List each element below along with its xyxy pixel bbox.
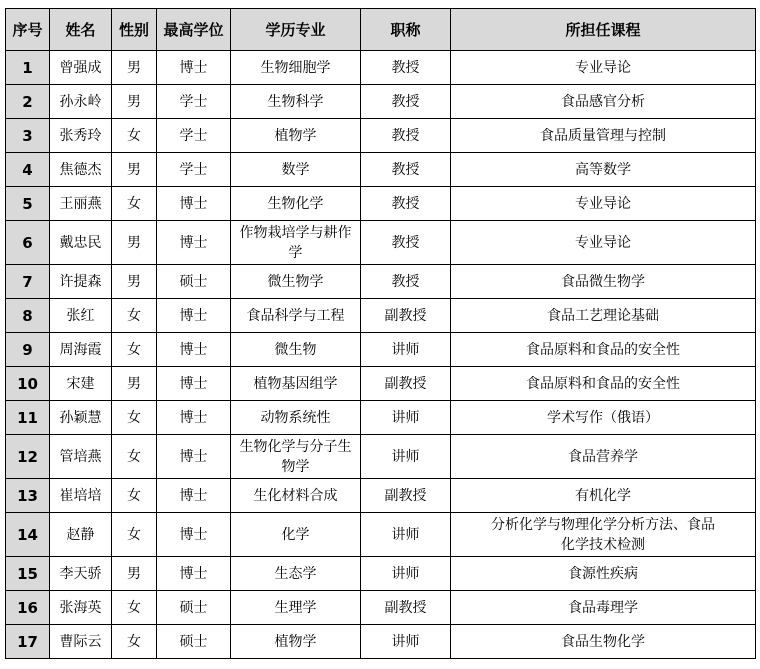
table-body: [6, 51, 756, 659]
cell-degree-text: 博士: [179, 307, 208, 324]
cell-title-text: 讲师: [391, 448, 420, 465]
table-row: [6, 119, 756, 153]
table-row: [6, 187, 756, 221]
cell-name: [50, 435, 112, 479]
cell-title-text: 副教授: [384, 599, 427, 616]
table-row: [6, 221, 756, 265]
cell-gender: [112, 435, 157, 479]
header-gender: 性别: [112, 9, 157, 51]
cell-name: [50, 625, 112, 659]
cell-degree: [157, 187, 231, 221]
cell-name-text: 周海霞: [59, 341, 102, 358]
cell-course: [451, 299, 756, 333]
cell-gender: [112, 265, 157, 299]
cell-title: [361, 333, 451, 367]
cell-name-text: 许提森: [59, 273, 102, 290]
cell-name: [50, 265, 112, 299]
cell-no: [6, 479, 50, 513]
staff-table: [5, 8, 756, 659]
cell-major: [231, 187, 361, 221]
cell-gender-text: 女: [127, 448, 141, 465]
cell-major-text: 作物栽培学与耕作学: [239, 224, 352, 261]
cell-no-text: 7: [22, 272, 33, 291]
cell-title: [361, 435, 451, 479]
header-title: 职称: [361, 9, 451, 51]
cell-degree-text: 博士: [179, 341, 208, 358]
cell-major: [231, 85, 361, 119]
cell-title-text: 讲师: [391, 633, 420, 650]
cell-no: [6, 221, 50, 265]
cell-no-text: 1: [22, 58, 33, 77]
cell-course-text: 食品营养学: [568, 448, 638, 465]
cell-course: [451, 265, 756, 299]
table-row: [6, 333, 756, 367]
cell-major-text: 生物科学: [267, 93, 324, 110]
cell-degree-text: 博士: [179, 487, 208, 504]
cell-title: [361, 187, 451, 221]
cell-title-text: 副教授: [384, 307, 427, 324]
cell-name: [50, 557, 112, 591]
header-row: [6, 9, 756, 51]
cell-course: [451, 479, 756, 513]
cell-name-text: 曹际云: [59, 633, 102, 650]
cell-title: [361, 591, 451, 625]
cell-no: [6, 265, 50, 299]
cell-gender: [112, 85, 157, 119]
cell-course-text: 分析化学与物理化学分析方法、食品化学技术检测: [491, 516, 715, 553]
cell-title-text: 教授: [391, 161, 420, 178]
cell-name: [50, 401, 112, 435]
cell-course: [451, 119, 756, 153]
cell-degree: [157, 119, 231, 153]
cell-course-text: 食源性疾病: [568, 565, 638, 582]
cell-name: [50, 513, 112, 557]
cell-gender-text: 女: [127, 127, 141, 144]
cell-no-text: 12: [17, 447, 38, 466]
cell-major: [231, 401, 361, 435]
cell-major-text: 动物系统性: [260, 409, 331, 426]
cell-no-text: 9: [22, 340, 33, 359]
cell-gender-text: 女: [127, 599, 141, 616]
cell-gender: [112, 591, 157, 625]
cell-degree: [157, 299, 231, 333]
cell-title-text: 教授: [391, 93, 420, 110]
cell-title: [361, 51, 451, 85]
cell-gender-text: 男: [127, 375, 141, 392]
cell-no-text: 17: [17, 632, 38, 651]
cell-gender: [112, 221, 157, 265]
cell-name: [50, 153, 112, 187]
cell-major-text: 微生物学: [267, 273, 324, 290]
cell-no-text: 3: [22, 126, 33, 145]
cell-major: [231, 51, 361, 85]
cell-gender-text: 男: [127, 59, 141, 76]
cell-name-text: 孙永岭: [59, 93, 102, 110]
cell-course-text: 学术写作（俄语）: [547, 409, 659, 426]
header-degree: 最高学位: [157, 9, 231, 51]
cell-degree-text: 博士: [179, 195, 208, 212]
cell-major: [231, 479, 361, 513]
cell-gender-text: 男: [127, 93, 141, 110]
cell-degree-text: 博士: [179, 375, 208, 392]
cell-title-text: 教授: [391, 59, 420, 76]
cell-title-text: 讲师: [391, 565, 420, 582]
cell-course-text: 专业导论: [575, 234, 631, 251]
cell-course: [451, 187, 756, 221]
table-row: [6, 513, 756, 557]
cell-no-text: 16: [17, 598, 38, 617]
cell-no: [6, 401, 50, 435]
table-header: [6, 9, 756, 51]
cell-gender-text: 女: [127, 633, 141, 650]
cell-degree: [157, 153, 231, 187]
cell-title-text: 教授: [391, 273, 420, 290]
cell-major: [231, 299, 361, 333]
cell-gender: [112, 625, 157, 659]
cell-name-text: 张海英: [59, 599, 102, 616]
cell-gender-text: 女: [127, 526, 141, 543]
cell-title: [361, 625, 451, 659]
cell-degree: [157, 513, 231, 557]
cell-major: [231, 119, 361, 153]
cell-major: [231, 221, 361, 265]
cell-course-text: 食品毒理学: [568, 599, 638, 616]
cell-degree-text: 博士: [179, 448, 208, 465]
cell-course: [451, 153, 756, 187]
cell-major-text: 生物化学: [267, 195, 324, 212]
cell-gender-text: 女: [127, 195, 141, 212]
cell-name-text: 王丽燕: [59, 195, 102, 212]
cell-name-text: 赵静: [66, 526, 95, 543]
cell-course-text: 专业导论: [575, 59, 631, 76]
cell-course-text: 食品原料和食品的安全性: [526, 375, 680, 392]
cell-name-text: 戴忠民: [59, 234, 102, 251]
cell-gender: [112, 513, 157, 557]
cell-gender: [112, 401, 157, 435]
cell-title: [361, 265, 451, 299]
cell-major-text: 生化材料合成: [253, 487, 338, 504]
cell-title-text: 教授: [391, 127, 420, 144]
cell-major-text: 数学: [281, 161, 310, 178]
cell-gender: [112, 299, 157, 333]
cell-major-text: 植物学: [274, 633, 317, 650]
cell-no-text: 2: [22, 92, 33, 111]
header-major: 学历专业: [231, 9, 361, 51]
cell-title: [361, 367, 451, 401]
cell-degree: [157, 557, 231, 591]
cell-major-text: 植物基因组学: [253, 375, 338, 392]
cell-no-text: 11: [17, 408, 38, 427]
cell-course-text: 高等数学: [575, 161, 631, 178]
cell-course-text: 食品质量管理与控制: [540, 127, 666, 144]
cell-gender: [112, 119, 157, 153]
cell-major: [231, 333, 361, 367]
cell-gender: [112, 333, 157, 367]
cell-no: [6, 51, 50, 85]
cell-title-text: 讲师: [391, 409, 420, 426]
cell-no: [6, 187, 50, 221]
cell-degree: [157, 221, 231, 265]
cell-gender: [112, 479, 157, 513]
cell-degree: [157, 479, 231, 513]
cell-title-text: 副教授: [384, 487, 427, 504]
cell-major-text: 食品科学与工程: [246, 307, 345, 324]
cell-name: [50, 221, 112, 265]
cell-title: [361, 401, 451, 435]
cell-course: [451, 333, 756, 367]
cell-name: [50, 85, 112, 119]
cell-name-text: 宋建: [66, 375, 95, 392]
cell-name: [50, 367, 112, 401]
cell-course: [451, 625, 756, 659]
table-row: [6, 591, 756, 625]
cell-major: [231, 265, 361, 299]
cell-major-text: 微生物: [274, 341, 317, 358]
cell-title: [361, 299, 451, 333]
cell-course: [451, 557, 756, 591]
cell-course: [451, 221, 756, 265]
cell-degree-text: 硕士: [179, 599, 208, 616]
cell-title: [361, 85, 451, 119]
cell-no: [6, 85, 50, 119]
table-row: [6, 435, 756, 479]
cell-no: [6, 367, 50, 401]
header-no: 序号: [6, 9, 50, 51]
cell-major: [231, 625, 361, 659]
cell-title-text: 副教授: [384, 375, 427, 392]
cell-no: [6, 591, 50, 625]
cell-no: [6, 625, 50, 659]
cell-degree: [157, 265, 231, 299]
cell-no: [6, 435, 50, 479]
cell-degree-text: 博士: [179, 409, 208, 426]
table-row: [6, 557, 756, 591]
cell-name-text: 曾强成: [59, 59, 102, 76]
cell-degree: [157, 51, 231, 85]
cell-course-text: 食品感官分析: [561, 93, 645, 110]
cell-title-text: 教授: [391, 195, 420, 212]
cell-degree-text: 博士: [179, 565, 208, 582]
cell-no-text: 13: [17, 486, 38, 505]
cell-course-text: 专业导论: [575, 195, 631, 212]
cell-course-text: 有机化学: [575, 487, 631, 504]
cell-gender: [112, 51, 157, 85]
table-row: [6, 625, 756, 659]
cell-name: [50, 479, 112, 513]
cell-degree: [157, 625, 231, 659]
cell-no-text: 6: [22, 233, 33, 252]
cell-name-text: 焦德杰: [59, 161, 102, 178]
cell-no-text: 8: [22, 306, 33, 325]
cell-name: [50, 51, 112, 85]
cell-course-text: 食品工艺理论基础: [547, 307, 659, 324]
cell-major: [231, 153, 361, 187]
cell-degree: [157, 401, 231, 435]
cell-degree-text: 学士: [179, 93, 208, 110]
cell-gender-text: 女: [127, 409, 141, 426]
cell-no-text: 4: [22, 160, 33, 179]
cell-title: [361, 221, 451, 265]
cell-degree-text: 学士: [179, 161, 208, 178]
cell-title-text: 讲师: [391, 341, 420, 358]
cell-degree: [157, 435, 231, 479]
cell-gender-text: 男: [127, 161, 141, 178]
cell-title: [361, 479, 451, 513]
table-row: [6, 153, 756, 187]
cell-major-text: 生理学: [274, 599, 317, 616]
header-course: 所担任课程: [451, 9, 756, 51]
cell-degree-text: 硕士: [179, 273, 208, 290]
cell-name-text: 管培燕: [59, 448, 102, 465]
cell-no: [6, 513, 50, 557]
cell-gender-text: 女: [127, 487, 141, 504]
cell-major-text: 化学: [281, 526, 310, 543]
cell-degree: [157, 85, 231, 119]
cell-name-text: 张红: [66, 307, 95, 324]
table-row: [6, 85, 756, 119]
cell-degree: [157, 333, 231, 367]
cell-degree-text: 硕士: [179, 633, 208, 650]
cell-title: [361, 513, 451, 557]
cell-degree: [157, 591, 231, 625]
cell-gender: [112, 187, 157, 221]
cell-name: [50, 119, 112, 153]
table-row: [6, 299, 756, 333]
cell-no-text: 15: [17, 564, 38, 583]
cell-name-text: 李天骄: [59, 565, 102, 582]
cell-no-text: 10: [17, 374, 38, 393]
cell-course-text: 食品原料和食品的安全性: [526, 341, 680, 358]
cell-major: [231, 367, 361, 401]
cell-gender-text: 男: [127, 273, 141, 290]
cell-major-text: 生态学: [274, 565, 317, 582]
cell-gender-text: 男: [127, 234, 141, 251]
cell-course: [451, 401, 756, 435]
cell-gender: [112, 557, 157, 591]
cell-title-text: 教授: [391, 234, 420, 251]
cell-major: [231, 435, 361, 479]
cell-gender: [112, 153, 157, 187]
cell-no-text: 14: [17, 525, 38, 544]
cell-major: [231, 591, 361, 625]
table-row: [6, 51, 756, 85]
cell-gender-text: 男: [127, 565, 141, 582]
cell-no: [6, 557, 50, 591]
cell-no: [6, 153, 50, 187]
cell-degree-text: 博士: [179, 59, 208, 76]
cell-course: [451, 85, 756, 119]
table-row: [6, 265, 756, 299]
cell-name: [50, 187, 112, 221]
cell-no: [6, 119, 50, 153]
cell-gender-text: 女: [127, 307, 141, 324]
cell-degree-text: 博士: [179, 526, 208, 543]
cell-course: [451, 513, 756, 557]
header-name: 姓名: [50, 9, 112, 51]
cell-degree-text: 博士: [179, 234, 208, 251]
cell-course: [451, 367, 756, 401]
cell-degree-text: 学士: [179, 127, 208, 144]
cell-title: [361, 119, 451, 153]
cell-course-text: 食品生物化学: [561, 633, 645, 650]
cell-course: [451, 51, 756, 85]
cell-gender-text: 女: [127, 341, 141, 358]
cell-name-text: 崔培培: [59, 487, 102, 504]
cell-major-text: 生物细胞学: [260, 59, 331, 76]
cell-title: [361, 557, 451, 591]
cell-title-text: 讲师: [391, 526, 420, 543]
cell-major: [231, 557, 361, 591]
cell-major-text: 生物化学与分子生物学: [239, 438, 352, 475]
cell-no: [6, 333, 50, 367]
table-row: [6, 401, 756, 435]
cell-no: [6, 299, 50, 333]
cell-name-text: 张秀玲: [59, 127, 102, 144]
cell-course: [451, 435, 756, 479]
cell-degree: [157, 367, 231, 401]
cell-gender: [112, 367, 157, 401]
cell-name-text: 孙颖慧: [59, 409, 102, 426]
cell-major: [231, 513, 361, 557]
cell-course: [451, 591, 756, 625]
cell-major-text: 植物学: [274, 127, 317, 144]
table-row: [6, 479, 756, 513]
table-row: [6, 367, 756, 401]
cell-name: [50, 591, 112, 625]
cell-name: [50, 333, 112, 367]
cell-name: [50, 299, 112, 333]
cell-course-text: 食品微生物学: [561, 273, 645, 290]
cell-title: [361, 153, 451, 187]
cell-no-text: 5: [22, 194, 33, 213]
